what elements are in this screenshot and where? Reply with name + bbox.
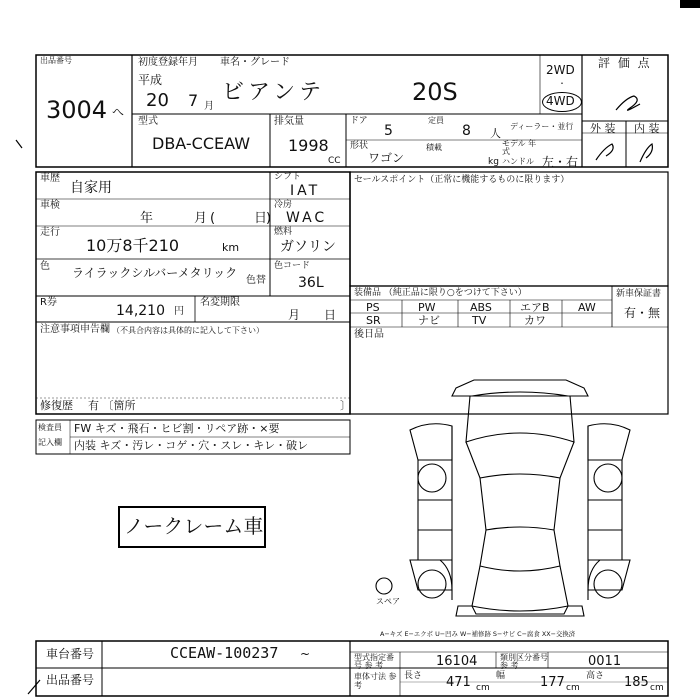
equip-sr: SR <box>366 314 381 327</box>
capacity-unit: 人 <box>490 127 501 140</box>
registration-year: 20 <box>146 90 169 111</box>
shift-value: IAT <box>290 183 321 199</box>
handle-label: ハンドル <box>502 157 534 166</box>
footer-lot-label: 出品番号 <box>46 673 95 687</box>
inspection-paren-close: ) <box>266 211 272 226</box>
height-value: 185 <box>624 675 649 690</box>
equip-navi: ナビ <box>418 314 440 327</box>
inspector-label-2: 記入欄 <box>38 438 62 447</box>
repair-value: 有 〔箇所 <box>88 399 136 412</box>
equip-airbag: エアB <box>520 301 550 314</box>
drive-4wd: 4WD <box>546 94 575 108</box>
era: 平成 <box>138 73 163 87</box>
chassis-label: 車台番号 <box>46 647 95 661</box>
type-number-value: 16104 <box>436 654 478 669</box>
sales-point-label: セールスポイント（正常に機能するものに限ります） <box>354 175 570 185</box>
warranty-value: 有・無 <box>624 306 661 320</box>
dealer-label: ディーラー・並行 <box>510 122 574 131</box>
exterior-label: 外 装 <box>590 122 616 135</box>
mileage-label: 走行 <box>40 227 60 238</box>
equip-ps: PS <box>366 301 380 314</box>
inspector-label-1: 検査員 <box>38 423 62 432</box>
recycle-value: 14,210 <box>116 303 165 319</box>
ac-label: 冷房 <box>274 200 293 210</box>
drive-separator: ・ <box>558 79 566 88</box>
model-label: 型式 <box>138 116 158 127</box>
length-label: 長さ <box>404 671 423 681</box>
history-label: 車歴 <box>40 173 60 184</box>
mileage-unit: km <box>222 241 240 254</box>
warranty-label: 新車保証書 <box>616 289 662 299</box>
registration-month: 7 <box>188 91 199 110</box>
handle-value: 左・右 <box>542 155 579 169</box>
car-name-label: 車名・グレード <box>220 57 290 68</box>
first-registration-label: 初度登録年月 <box>138 57 198 68</box>
score-label: 評 価 点 <box>598 56 652 70</box>
damage-legend: A−キズ E−エクボ U−凹み W−補修跡 S−サビ C−腐食 XX−交換済 <box>380 630 576 638</box>
load-label: 積載 <box>426 143 442 152</box>
equip-abs: ABS <box>470 301 492 314</box>
color-label: 色 <box>40 261 50 272</box>
inspection-day: 日 <box>254 211 268 226</box>
type-number-label: 型式指定番号 参 考 <box>354 653 394 670</box>
shift-label: シフト <box>274 172 302 182</box>
class-number-label: 類別区分番号 参 考 <box>500 653 548 670</box>
door-label: ドア <box>350 116 368 126</box>
chassis-dash: ~ <box>300 647 311 661</box>
spare-label: スペア <box>376 597 400 606</box>
lot-suffix: へ <box>112 105 125 119</box>
model-year-label: モデル 年式 <box>502 139 537 156</box>
interior-label: 内 装 <box>634 122 660 135</box>
door-value: 5 <box>384 123 393 139</box>
month-unit: 月 <box>204 101 214 112</box>
body-value: ワゴン <box>368 151 405 165</box>
fuel-value: ガソリン <box>280 239 336 255</box>
equip-pw: PW <box>418 301 436 314</box>
capacity-value: 8 <box>462 123 471 139</box>
equipment-title: 装備品 （純正品に限り○をつけて下さい） <box>354 288 527 298</box>
grade: 20S <box>412 78 458 106</box>
lot-number: 3004 <box>46 96 108 124</box>
no-claim-stamp <box>118 506 266 548</box>
recycle-label: R券 <box>40 297 57 308</box>
lot-number-label: 出品番号 <box>40 56 72 65</box>
displacement-value: 1998 <box>288 136 329 155</box>
class-number-value: 0011 <box>588 654 622 669</box>
body-label: 形状 <box>350 141 369 151</box>
equip-tv: TV <box>472 314 487 327</box>
inspection-year: 年 <box>140 211 154 226</box>
repair-close: 〕 <box>340 399 351 412</box>
name-change-day: 日 <box>324 308 337 322</box>
car-diagram <box>376 380 630 616</box>
inspector-line-1: FW キズ・飛石・ヒビ割・リペア跡・×要 <box>74 422 280 435</box>
width-unit: cm <box>566 683 580 693</box>
width-value: 177 <box>540 675 565 690</box>
model-value: DBA-CCEAW <box>152 134 251 153</box>
drive-2wd: 2WD <box>546 63 575 77</box>
repair-label: 修復歴 <box>40 399 73 412</box>
load-unit: kg <box>488 157 499 167</box>
inspector-line-2: 内装 キズ・汚レ・コゲ・穴・スレ・キレ・破レ <box>74 439 309 452</box>
fuel-label: 燃料 <box>274 227 293 237</box>
length-value: 471 <box>446 675 471 690</box>
color-value: ライラックシルバーメタリック <box>72 266 238 280</box>
inspection-month: 月 <box>194 211 208 226</box>
height-label: 高さ <box>586 671 605 681</box>
name-change-label: 名変期限 <box>200 297 240 308</box>
inspection-label: 車検 <box>40 200 60 211</box>
color-code-title: 色コード <box>274 261 311 271</box>
capacity-label: 定員 <box>428 116 444 125</box>
displacement-unit: CC <box>328 156 341 166</box>
color-change-label: 色替 <box>246 275 266 286</box>
color-code-value: 36L <box>298 275 324 291</box>
name-change-month: 月 <box>288 308 301 322</box>
caution-label: 注意事項申告欄 <box>40 324 110 335</box>
recycle-unit: 円 <box>174 306 184 317</box>
chassis-value: CCEAW-100237 <box>170 644 279 662</box>
ac-value: WAC <box>286 210 328 226</box>
body-dim-label: 車体寸法 参 考 <box>354 672 397 690</box>
width-label: 幅 <box>496 671 506 681</box>
history-value: 自家用 <box>70 180 112 196</box>
equip-aw: AW <box>578 301 596 314</box>
equip-leather: カワ <box>524 314 546 327</box>
mileage-value: 10万8千210 <box>86 236 180 255</box>
caution-note: （不具合内容は具体的に記入して下さい） <box>112 326 264 335</box>
inspection-paren-open: ( <box>210 211 216 226</box>
length-unit: cm <box>476 683 490 693</box>
height-unit: cm <box>650 683 664 693</box>
rear-items-label: 後日品 <box>354 329 384 340</box>
displacement-label: 排気量 <box>274 116 304 127</box>
no-claim-text: ノークレーム車 <box>124 514 264 538</box>
car-name: ビアンテ <box>222 80 326 105</box>
